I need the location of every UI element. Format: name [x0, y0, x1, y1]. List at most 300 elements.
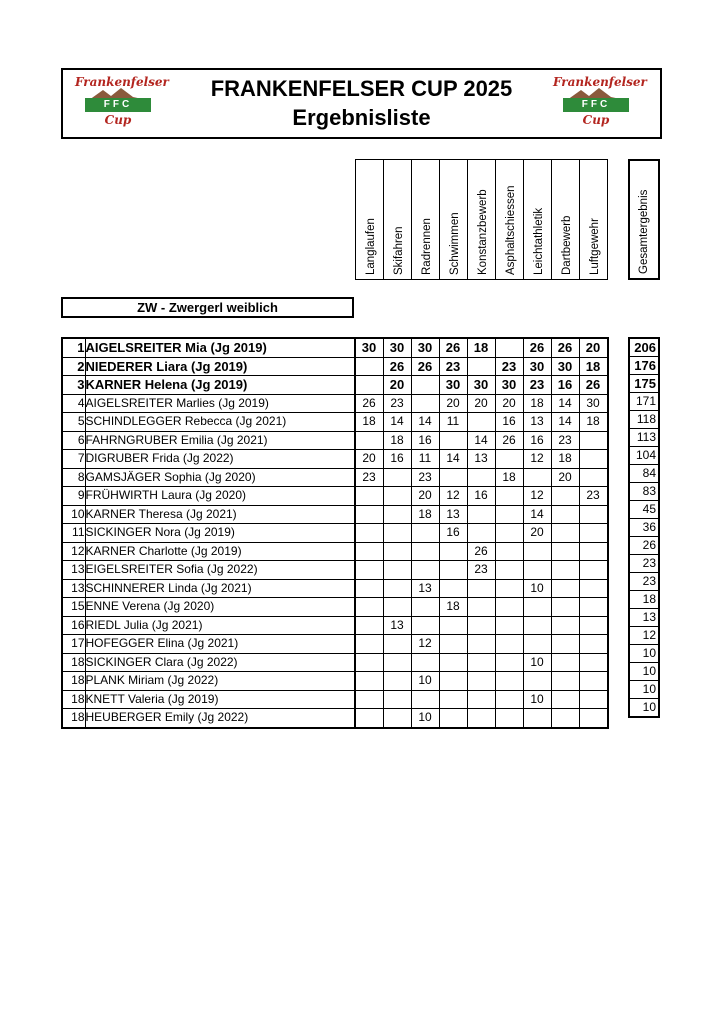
discipline-header-cell	[524, 160, 552, 280]
score-cell	[579, 561, 608, 580]
score-cell: 26	[495, 431, 523, 450]
table-row	[62, 487, 608, 506]
total-cell: 10	[629, 699, 659, 718]
score-cell	[523, 561, 551, 580]
score-cell	[439, 709, 467, 728]
table-row	[62, 413, 608, 432]
table-row	[62, 338, 608, 357]
name-cell: KARNER Theresa (Jg 2021)	[85, 505, 354, 524]
score-cell	[579, 468, 608, 487]
score-cell	[383, 690, 411, 709]
score-cell: 16	[495, 413, 523, 432]
score-cell: 23	[579, 487, 608, 506]
total-row	[629, 699, 659, 718]
score-cell	[523, 709, 551, 728]
score-cell: 14	[551, 394, 579, 413]
score-cell	[495, 338, 523, 357]
score-cell	[551, 598, 579, 617]
rank-cell: 8	[62, 468, 85, 487]
score-cell	[495, 450, 523, 469]
total-cell: 84	[629, 465, 659, 483]
score-cell	[579, 579, 608, 598]
score-cell: 18	[523, 394, 551, 413]
score-cell: 18	[579, 357, 608, 376]
score-cell: 18	[551, 450, 579, 469]
discipline-label: Luftgewehr	[588, 218, 601, 275]
score-cell: 16	[551, 376, 579, 395]
score-cell: 16	[523, 431, 551, 450]
score-cell	[439, 690, 467, 709]
score-cell: 23	[439, 357, 467, 376]
total-row	[629, 411, 659, 429]
score-cell	[439, 542, 467, 561]
name-cell: FAHRNGRUBER Emilia (Jg 2021)	[85, 431, 354, 450]
score-cell	[551, 524, 579, 543]
score-cell	[495, 653, 523, 672]
score-cell: 10	[523, 579, 551, 598]
score-cell: 11	[439, 413, 467, 432]
table-row	[62, 542, 608, 561]
score-cell	[551, 542, 579, 561]
score-cell	[411, 542, 439, 561]
name-cell: ENNE Verena (Jg 2020)	[85, 598, 354, 617]
score-cell: 26	[551, 338, 579, 357]
score-cell	[439, 431, 467, 450]
table-row	[62, 598, 608, 617]
discipline-header-cell	[412, 160, 440, 280]
score-cell: 30	[495, 376, 523, 395]
score-cell	[495, 672, 523, 691]
name-cell: SCHINDLEGGER Rebecca (Jg 2021)	[85, 413, 354, 432]
score-cell: 26	[355, 394, 383, 413]
score-cell	[495, 505, 523, 524]
name-cell: SICKINGER Nora (Jg 2019)	[85, 524, 354, 543]
score-cell	[579, 598, 608, 617]
score-cell: 26	[383, 357, 411, 376]
score-cell	[495, 487, 523, 506]
table-row	[62, 561, 608, 580]
discipline-header	[355, 159, 608, 280]
score-cell	[523, 468, 551, 487]
score-cell	[439, 672, 467, 691]
table-row	[62, 635, 608, 654]
score-cell: 18	[467, 338, 495, 357]
total-row	[629, 537, 659, 555]
score-cell: 20	[551, 468, 579, 487]
total-cell: 10	[629, 681, 659, 699]
total-cell: 118	[629, 411, 659, 429]
score-cell	[495, 616, 523, 635]
score-cell	[495, 690, 523, 709]
total-row	[629, 483, 659, 501]
score-cell: 16	[467, 487, 495, 506]
score-cell: 13	[411, 579, 439, 598]
total-cell: 45	[629, 501, 659, 519]
total-cell: 12	[629, 627, 659, 645]
score-cell	[579, 616, 608, 635]
rank-cell: 15	[62, 598, 85, 617]
score-cell: 13	[383, 616, 411, 635]
total-cell: 83	[629, 483, 659, 501]
name-cell: DIGRUBER Frida (Jg 2022)	[85, 450, 354, 469]
score-cell	[439, 635, 467, 654]
score-cell	[355, 524, 383, 543]
discipline-label: Radrennen	[420, 218, 433, 275]
score-cell	[467, 635, 495, 654]
score-cell: 23	[467, 561, 495, 580]
score-cell	[383, 579, 411, 598]
score-cell	[467, 579, 495, 598]
discipline-header-cell	[440, 160, 468, 280]
table-row	[62, 616, 608, 635]
score-cell	[551, 709, 579, 728]
score-cell	[579, 653, 608, 672]
score-cell	[383, 505, 411, 524]
rank-cell: 3	[62, 376, 85, 395]
score-cell	[579, 690, 608, 709]
score-cell	[523, 598, 551, 617]
score-cell: 13	[467, 450, 495, 469]
score-cell	[383, 524, 411, 543]
total-row	[629, 681, 659, 699]
score-cell	[355, 672, 383, 691]
total-cell: 10	[629, 645, 659, 663]
name-cell: FRÜHWIRTH Laura (Jg 2020)	[85, 487, 354, 506]
score-cell	[383, 635, 411, 654]
rank-cell: 13	[62, 579, 85, 598]
score-cell	[551, 616, 579, 635]
score-cell	[495, 524, 523, 543]
score-cell: 30	[411, 338, 439, 357]
logo-letters: FFC	[581, 99, 611, 110]
score-cell	[579, 450, 608, 469]
score-cell: 12	[523, 450, 551, 469]
score-cell	[523, 616, 551, 635]
score-cell: 16	[383, 450, 411, 469]
score-cell: 18	[383, 431, 411, 450]
score-cell: 23	[551, 431, 579, 450]
discipline-label: Dartbewerb	[560, 215, 573, 275]
score-cell: 20	[355, 450, 383, 469]
score-cell	[579, 672, 608, 691]
name-cell: GAMSJÄGER Sophia (Jg 2020)	[85, 468, 354, 487]
score-cell	[355, 357, 383, 376]
score-cell	[411, 653, 439, 672]
name-cell: EIGELSREITER Sofia (Jg 2022)	[85, 561, 354, 580]
score-cell	[467, 709, 495, 728]
score-cell	[411, 616, 439, 635]
logo-letters: FFC	[103, 99, 133, 110]
total-row	[629, 573, 659, 591]
score-cell	[551, 487, 579, 506]
total-row	[629, 555, 659, 573]
score-cell: 10	[411, 709, 439, 728]
rank-cell: 18	[62, 690, 85, 709]
discipline-header-cell	[468, 160, 496, 280]
score-cell	[467, 653, 495, 672]
category-label: ZW - Zwergerl weiblich	[61, 297, 354, 318]
score-cell: 26	[523, 338, 551, 357]
rank-cell: 18	[62, 709, 85, 728]
totals-table	[628, 337, 660, 718]
score-cell	[355, 709, 383, 728]
score-cell	[579, 542, 608, 561]
name-cell: HEUBERGER Emily (Jg 2022)	[85, 709, 354, 728]
discipline-header-cell	[496, 160, 524, 280]
score-cell	[579, 505, 608, 524]
score-cell	[523, 542, 551, 561]
total-cell: 10	[629, 663, 659, 681]
score-cell	[551, 561, 579, 580]
score-cell: 26	[467, 542, 495, 561]
total-row	[629, 591, 659, 609]
score-cell	[495, 561, 523, 580]
score-cell	[411, 561, 439, 580]
score-cell: 14	[467, 431, 495, 450]
score-cell	[551, 579, 579, 598]
table-row	[62, 579, 608, 598]
name-cell: SCHINNERER Linda (Jg 2021)	[85, 579, 354, 598]
table-row	[62, 672, 608, 691]
logo-cup-text: Cup	[104, 113, 132, 127]
score-cell	[355, 505, 383, 524]
discipline-label: Langlaufen	[364, 218, 377, 275]
score-cell: 14	[439, 450, 467, 469]
table-row	[62, 450, 608, 469]
score-cell: 20	[411, 487, 439, 506]
score-cell: 30	[355, 338, 383, 357]
score-cell	[439, 579, 467, 598]
total-row	[629, 645, 659, 663]
logo-band	[563, 98, 629, 112]
rank-cell: 13	[62, 561, 85, 580]
total-cell: 18	[629, 591, 659, 609]
rank-cell: 6	[62, 431, 85, 450]
rank-cell: 9	[62, 487, 85, 506]
total-cell: 171	[629, 393, 659, 411]
score-cell	[467, 690, 495, 709]
score-cell	[467, 598, 495, 617]
table-row	[62, 524, 608, 543]
score-cell: 23	[355, 468, 383, 487]
rank-cell: 17	[62, 635, 85, 654]
table-row	[62, 376, 608, 395]
discipline-label: Skifahren	[392, 226, 405, 275]
score-cell: 23	[523, 376, 551, 395]
score-cell	[579, 709, 608, 728]
rank-cell: 7	[62, 450, 85, 469]
score-cell	[439, 468, 467, 487]
score-cell	[467, 413, 495, 432]
table-row	[62, 709, 608, 728]
discipline-label: Schwimmen	[448, 212, 461, 275]
score-cell: 12	[439, 487, 467, 506]
score-cell	[411, 690, 439, 709]
score-cell: 20	[383, 376, 411, 395]
score-cell: 26	[439, 338, 467, 357]
logo-brand-text: Frankenfelser	[75, 75, 169, 89]
discipline-header-cell	[384, 160, 412, 280]
score-cell	[355, 542, 383, 561]
total-row	[629, 338, 659, 357]
score-cell: 18	[579, 413, 608, 432]
score-cell: 23	[495, 357, 523, 376]
rank-cell: 10	[62, 505, 85, 524]
score-cell	[383, 487, 411, 506]
score-cell	[355, 579, 383, 598]
score-cell	[411, 376, 439, 395]
total-cell: 23	[629, 555, 659, 573]
score-cell: 14	[523, 505, 551, 524]
total-row	[629, 519, 659, 537]
score-cell	[495, 598, 523, 617]
total-row	[629, 663, 659, 681]
discipline-header-cell	[356, 160, 384, 280]
score-cell: 20	[467, 394, 495, 413]
score-cell: 18	[495, 468, 523, 487]
name-cell: AIGELSREITER Marlies (Jg 2019)	[85, 394, 354, 413]
rank-cell: 2	[62, 357, 85, 376]
score-cell	[551, 690, 579, 709]
score-cell	[551, 653, 579, 672]
score-cell: 14	[383, 413, 411, 432]
score-cell	[467, 616, 495, 635]
score-cell: 14	[551, 413, 579, 432]
name-cell: PLANK Miriam (Jg 2022)	[85, 672, 354, 691]
table-row	[62, 690, 608, 709]
total-row	[629, 465, 659, 483]
score-cell	[355, 653, 383, 672]
total-label: Gesamtergebnis	[638, 189, 650, 274]
score-cell	[383, 709, 411, 728]
score-cell: 30	[579, 394, 608, 413]
name-cell: KARNER Charlotte (Jg 2019)	[85, 542, 354, 561]
total-header	[628, 159, 660, 280]
rank-cell: 1	[62, 338, 85, 357]
score-cell: 26	[579, 376, 608, 395]
score-cell	[355, 690, 383, 709]
score-cell	[551, 505, 579, 524]
page-subtitle: Ergebnisliste	[292, 105, 431, 130]
total-cell: 23	[629, 573, 659, 591]
name-cell: KNETT Valeria (Jg 2019)	[85, 690, 354, 709]
rank-cell: 4	[62, 394, 85, 413]
score-cell	[355, 635, 383, 654]
score-cell	[495, 709, 523, 728]
rank-cell: 11	[62, 524, 85, 543]
total-cell: 26	[629, 537, 659, 555]
score-cell	[355, 598, 383, 617]
score-cell	[355, 431, 383, 450]
logo-brand-text: Frankenfelser	[553, 75, 647, 89]
score-cell: 23	[411, 468, 439, 487]
total-cell: 175	[629, 375, 659, 393]
score-cell: 20	[495, 394, 523, 413]
score-cell	[467, 672, 495, 691]
name-cell: RIEDL Julia (Jg 2021)	[85, 616, 354, 635]
total-row	[629, 627, 659, 645]
score-cell: 12	[411, 635, 439, 654]
total-cell: 113	[629, 429, 659, 447]
score-cell	[523, 672, 551, 691]
score-cell	[551, 635, 579, 654]
total-cell: 36	[629, 519, 659, 537]
score-cell: 16	[411, 431, 439, 450]
score-cell	[495, 542, 523, 561]
score-cell	[439, 561, 467, 580]
score-cell: 12	[523, 487, 551, 506]
total-row	[629, 393, 659, 411]
score-cell	[467, 357, 495, 376]
score-cell	[383, 468, 411, 487]
table-row	[62, 431, 608, 450]
name-cell: NIEDERER Liara (Jg 2019)	[85, 357, 354, 376]
score-cell	[439, 653, 467, 672]
table-row	[62, 357, 608, 376]
score-cell: 10	[523, 653, 551, 672]
name-cell: SICKINGER Clara (Jg 2022)	[85, 653, 354, 672]
discipline-label: Asphaltschiessen	[504, 185, 517, 275]
discipline-header-cell	[580, 160, 608, 280]
total-cell: 176	[629, 357, 659, 375]
score-cell	[355, 561, 383, 580]
rank-cell: 12	[62, 542, 85, 561]
discipline-header-cell	[552, 160, 580, 280]
page-title: FRANKENFELSER CUP 2025	[210, 76, 513, 101]
total-row	[629, 375, 659, 393]
table-row	[62, 505, 608, 524]
score-cell	[551, 672, 579, 691]
total-row	[629, 501, 659, 519]
score-cell: 13	[523, 413, 551, 432]
logo-cup-text: Cup	[582, 113, 610, 127]
score-cell	[467, 505, 495, 524]
score-cell: 13	[439, 505, 467, 524]
total-row	[629, 429, 659, 447]
table-row	[62, 653, 608, 672]
score-cell: 18	[439, 598, 467, 617]
score-cell	[411, 524, 439, 543]
score-cell	[579, 431, 608, 450]
total-cell: 104	[629, 447, 659, 465]
name-cell: KARNER Helena (Jg 2019)	[85, 376, 354, 395]
score-cell: 30	[523, 357, 551, 376]
score-cell	[495, 635, 523, 654]
rank-cell: 18	[62, 653, 85, 672]
rank-cell: 18	[62, 672, 85, 691]
score-cell	[579, 524, 608, 543]
score-cell: 14	[411, 413, 439, 432]
score-cell: 30	[551, 357, 579, 376]
score-cell	[383, 653, 411, 672]
score-cell: 18	[355, 413, 383, 432]
score-cell	[439, 616, 467, 635]
score-cell: 11	[411, 450, 439, 469]
score-cell: 16	[439, 524, 467, 543]
score-cell: 20	[439, 394, 467, 413]
rank-cell: 5	[62, 413, 85, 432]
ffc-logo-right	[553, 75, 647, 133]
total-cell: 13	[629, 609, 659, 627]
score-cell: 20	[523, 524, 551, 543]
score-cell	[523, 635, 551, 654]
score-cell	[383, 561, 411, 580]
total-row	[629, 609, 659, 627]
score-cell	[383, 542, 411, 561]
score-cell	[411, 394, 439, 413]
score-cell	[355, 487, 383, 506]
name-cell: HOFEGGER Elina (Jg 2021)	[85, 635, 354, 654]
